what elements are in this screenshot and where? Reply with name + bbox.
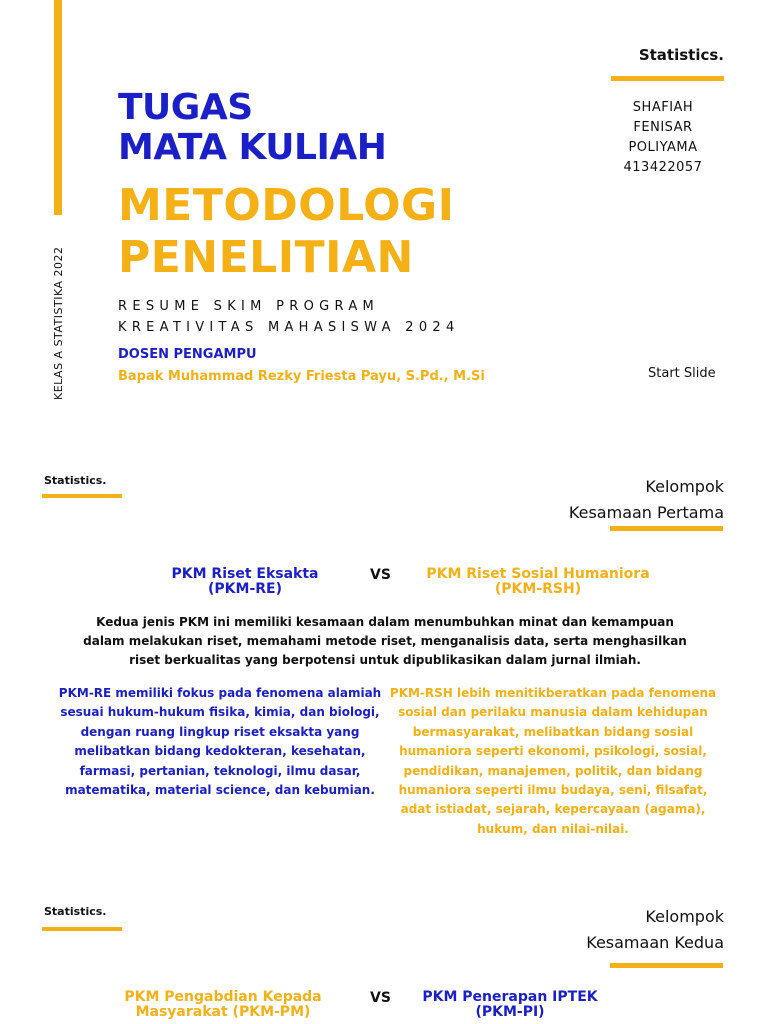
section1-right-title-line-2: (PKM-RSH) [494,581,582,597]
section2-left-title [108,990,338,1020]
subtitle [118,296,460,338]
section1-left-title-line-1: PKM Riset Eksakta [171,566,319,582]
lecturer-name: Bapak Muhammad Rezky Friesta Payu, S.Pd., M.Si [118,369,485,384]
title-primary [118,88,386,168]
section1-heading-line-1: Kelompok [645,477,724,496]
brand-underline [611,76,724,81]
section2-right-title [400,990,620,1020]
subtitle-line-2: KREATIVITAS MAHASISWA 2024 [118,320,460,335]
author-last-name: POLIYAMA [628,140,698,155]
section1-left-title [150,567,340,597]
brand-label: Statistics. [638,46,724,64]
author-first-name: SHAFIAH [632,100,694,115]
section1-right-title [400,567,676,597]
section2-right-title-line-1: PKM Penerapan IPTEK [422,989,598,1005]
start-slide-link[interactable]: Start Slide [648,366,716,381]
section1-vs: VS [370,567,391,583]
vertical-accent-bar [54,0,62,215]
author-middle-name: FENISAR [633,120,693,135]
section2-brand: Statistics. [44,905,107,918]
section2-vs: VS [370,990,391,1006]
section2-left-title-line-2: Masyarakat (PKM-PM) [135,1004,311,1020]
section1-left-description: PKM-RE memiliki fokus pada fenomena alamiah sesuai hukum-hukum fisika, kimia, dan biologi, dengan ruang lingkup riset eksakta yang melibatkan bidang kedokteran, kesehatan, farmasi, pertanian, teknologi, ilmu dasar, matematika, material science, dan kebumian. [58,686,382,798]
author-block [600,98,726,178]
section1-left-title-line-2: (PKM-RE) [208,581,282,597]
section2-left-title-line-1: PKM Pengabdian Kepada [124,989,322,1005]
section2-right-title-line-2: (PKM-PI) [475,1004,545,1020]
section1-brand-underline [42,494,122,498]
lecturer-label: DOSEN PENGAMPU [118,347,257,362]
section2-heading-line-1: Kelompok [645,907,724,926]
side-label: KELAS A STATISTIKA 2022 [52,246,65,400]
section1-heading [464,474,724,526]
title-line-3: METODOLOGI [118,180,455,231]
section1-brand: Statistics. [44,474,107,487]
title-secondary [118,180,455,284]
section2-heading-line-2: Kesamaan Kedua [586,933,724,952]
section1-right-title-line-1: PKM Riset Sosial Humaniora [426,566,650,582]
section1-right-description: PKM-RSH lebih menitikberatkan pada fenomena sosial dan perilaku manusia dalam kehidupan bermasyarakat, melibatkan bidang sosial humaniora seperti ekonomi, psikologi, sosial, pendidikan, manajemen, politik, dan bidang humaniora seperti ilmu budaya, seni, filsafat, adat istiadat, sejarah, kepercayaan (agama), hukum, dan nilai-nilai. [389,686,717,836]
section2-heading-underline [610,963,723,968]
title-line-4: PENELITIAN [118,232,414,283]
author-student-id: 413422057 [623,160,703,175]
section1-heading-line-2: Kesamaan Pertama [568,503,724,522]
title-line-1: TUGAS [118,87,253,128]
subtitle-line-1: RESUME SKIM PROGRAM [118,299,380,314]
section1-common-text: Kedua jenis PKM ini memiliki kesamaan dalam menumbuhkan minat dan kemampuan dalam melakukan riset, memahami metode riset, menganalisis data, serta menghasilkan riset berkualitas yang berpotensi untuk dipublikasikan dalam jurnal ilmiah. [83,615,687,667]
section2-brand-underline [42,927,122,931]
section1-heading-underline [610,526,723,531]
section2-heading [464,904,724,956]
title-line-2: MATA KULIAH [118,127,387,168]
